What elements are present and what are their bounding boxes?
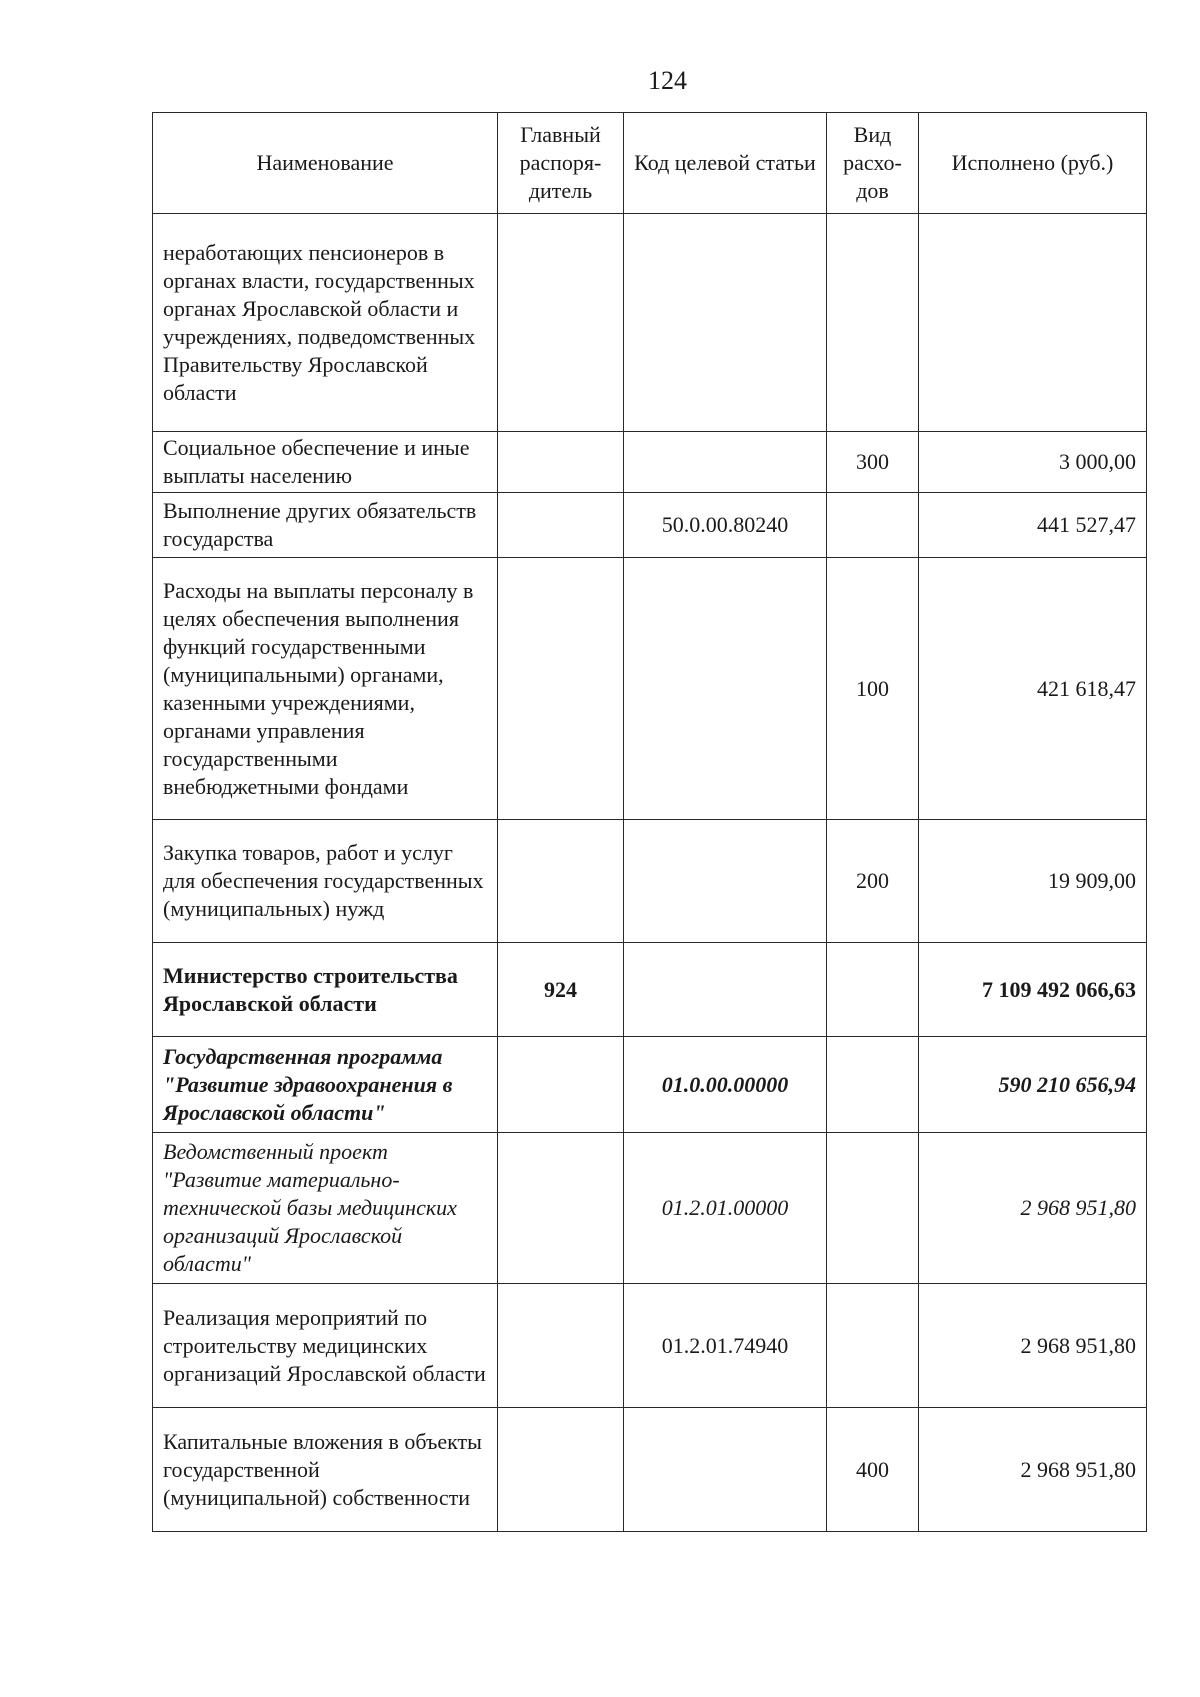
cell-name: Государственная программа "Развитие здравоохранения в Ярославской области": [153, 1037, 498, 1133]
cell-amount: [919, 214, 1147, 432]
table-row: [153, 943, 1147, 1037]
table-row: [153, 820, 1147, 943]
cell-manager: [498, 214, 624, 432]
table-row: [153, 1408, 1147, 1532]
cell-code: [624, 558, 827, 820]
cell-code: [624, 214, 827, 432]
cell-manager: [498, 493, 624, 558]
cell-type: [827, 943, 919, 1037]
cell-amount: 2 968 951,80: [919, 1284, 1147, 1408]
header-name: Наименование: [153, 113, 498, 214]
cell-type: [827, 1284, 919, 1408]
cell-type: [827, 1133, 919, 1284]
table-row: [153, 558, 1147, 820]
cell-code: 01.2.01.00000: [624, 1133, 827, 1284]
table-row: [153, 1284, 1147, 1408]
cell-name: Закупка товаров, работ и услуг для обеспечения государственных (муниципальных) нужд: [153, 820, 498, 943]
header-amount: Исполнено (руб.): [919, 113, 1147, 214]
table-row: [153, 1133, 1147, 1284]
cell-type: 400: [827, 1408, 919, 1532]
cell-amount: 2 968 951,80: [919, 1408, 1147, 1532]
cell-code: [624, 820, 827, 943]
cell-name: Ведомственный проект "Развитие материально-технической базы медицинских организаций Ярославской области": [153, 1133, 498, 1284]
cell-name: Капитальные вложения в объекты государственной (муниципальной) собственности: [153, 1408, 498, 1532]
cell-manager: [498, 820, 624, 943]
cell-name: Расходы на выплаты персоналу в целях обеспечения выполнения функций государственными (муниципальными) органами, казенными учреждениями, органами управления государственными внебюджетными фондами: [153, 558, 498, 820]
table-row: [153, 1037, 1147, 1133]
header-manager: Главный распоря-дитель: [498, 113, 624, 214]
table-header-row: [153, 113, 1147, 214]
cell-name: Министерство строительства Ярославской области: [153, 943, 498, 1037]
table-row: [153, 493, 1147, 558]
cell-code: 50.0.00.80240: [624, 493, 827, 558]
cell-name: Реализация мероприятий по строительству медицинских организаций Ярославской области: [153, 1284, 498, 1408]
cell-name: Выполнение других обязательств государства: [153, 493, 498, 558]
cell-type: 200: [827, 820, 919, 943]
cell-amount: 441 527,47: [919, 493, 1147, 558]
cell-type: [827, 214, 919, 432]
cell-code: 01.2.01.74940: [624, 1284, 827, 1408]
cell-manager: [498, 1133, 624, 1284]
cell-code: [624, 1408, 827, 1532]
cell-amount: 7 109 492 066,63: [919, 943, 1147, 1037]
budget-table: [152, 112, 1147, 1532]
cell-manager: [498, 1037, 624, 1133]
cell-code: 01.0.00.00000: [624, 1037, 827, 1133]
cell-amount: 3 000,00: [919, 432, 1147, 493]
cell-type: [827, 1037, 919, 1133]
cell-manager: [498, 1408, 624, 1532]
cell-amount: 19 909,00: [919, 820, 1147, 943]
cell-amount: 2 968 951,80: [919, 1133, 1147, 1284]
cell-name: неработающих пенсионеров в органах власти, государственных органах Ярославской области и учреждениях, подведомственных Правительству Ярославской области: [153, 214, 498, 432]
cell-type: 100: [827, 558, 919, 820]
cell-manager: [498, 1284, 624, 1408]
cell-type: [827, 493, 919, 558]
cell-code: [624, 432, 827, 493]
cell-manager: [498, 432, 624, 493]
cell-amount: 590 210 656,94: [919, 1037, 1147, 1133]
cell-type: 300: [827, 432, 919, 493]
cell-code: [624, 943, 827, 1037]
header-code: Код целевой статьи: [624, 113, 827, 214]
header-type: Вид расхо-дов: [827, 113, 919, 214]
cell-amount: 421 618,47: [919, 558, 1147, 820]
cell-name: Социальное обеспечение и иные выплаты населению: [153, 432, 498, 493]
table-row: [153, 432, 1147, 493]
cell-manager: 924: [498, 943, 624, 1037]
page-number: 124: [648, 66, 687, 95]
table-row: [153, 214, 1147, 432]
cell-manager: [498, 558, 624, 820]
